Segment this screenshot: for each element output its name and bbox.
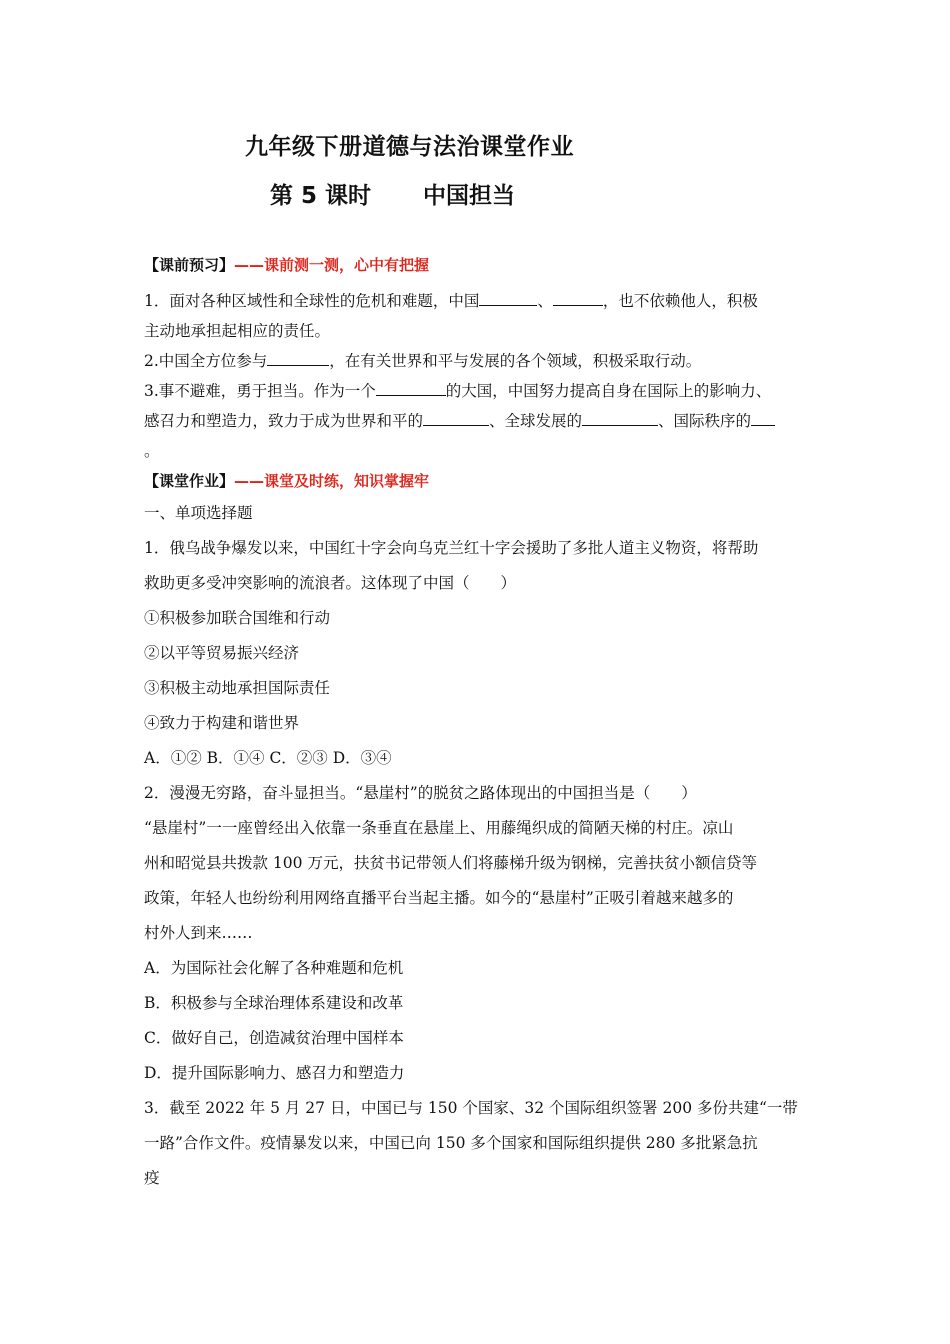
answer-blank[interactable]	[423, 411, 489, 426]
q2-option-c: C．做好自己，创造减贫治理中国样本	[144, 1029, 404, 1047]
section-label: 一、单项选择题	[144, 504, 253, 522]
preview-q1-line1: 1．面对各种区域性和全球性的危机和难题，中国 、 ，也不依赖他人，积极	[144, 292, 758, 310]
answer-blank[interactable]	[582, 411, 658, 426]
preview-q3-line3: 。	[144, 442, 160, 460]
q2-passage-line2: 州和昭觉县共拨款 100 万元，扶贫书记带领人们将藤梯升级为钢梯，完善扶贫小额信贷等	[144, 854, 757, 872]
q2-option-a: A．为国际社会化解了各种难题和危机	[144, 959, 404, 977]
q3-line2: 一路”合作文件。疫情暴发以来，中国已向 150 多个国家和国际组织提供 280 多批紧急抗	[144, 1134, 758, 1152]
q2-passage-line1: “悬崖村”一一座曾经出入依靠一条垂直在悬崖上、用藤绳织成的简陋天梯的村庄。凉山	[144, 819, 734, 837]
q3-line1: 3．截至 2022 年 5 月 27 日，中国已与 150 个国家、32 个国际组织签署 200 多份共建“一带	[144, 1099, 798, 1117]
preview-section-header: 【课前预习】——课前测一测，心中有把握	[144, 256, 430, 274]
q1-answer-choices: A．①② B．①④ C．②③ D．③④	[144, 749, 392, 767]
q1-option-1: ①积极参加联合国维和行动	[144, 609, 331, 627]
q2-passage-line4: 村外人到来……	[144, 924, 253, 942]
q1-stem-line2: 救助更多受冲突影响的流浪者。这体现了中国（ ）	[144, 574, 517, 592]
answer-blank[interactable]	[751, 411, 775, 426]
preview-q3-line2: 感召力和塑造力，致力于成为世界和平的 、全球发展的 、国际秩序的	[144, 406, 824, 436]
q2-passage-line3: 政策，年轻人也纷纷利用网络直播平台当起主播。如今的“悬崖村”正吸引着越来越多的	[144, 889, 734, 907]
q2-option-b: B．积极参与全球治理体系建设和改革	[144, 994, 404, 1012]
document-body	[144, 250, 824, 1196]
q2-option-d: D．提升国际影响力、感召力和塑造力	[144, 1064, 405, 1082]
preview-q2: 2.中国全方位参与 ，在有关世界和平与发展的各个领域，积极采取行动。	[144, 352, 702, 370]
answer-blank[interactable]	[376, 381, 446, 396]
q1-option-4: ④致力于构建和谐世界	[144, 714, 300, 732]
answer-blank[interactable]	[267, 351, 329, 366]
preview-q1-line2: 主动地承担起相应的责任。	[144, 322, 331, 340]
q1-option-3: ③积极主动地承担国际责任	[144, 679, 331, 697]
q3-line3: 疫	[144, 1169, 160, 1187]
preview-q3-line1: 3.事不避难，勇于担当。作为一个 的大国，中国努力提高自身在国际上的影响力、	[144, 382, 772, 400]
q2-stem: 2．漫漫无穷路，奋斗显担当。“悬崖村”的脱贫之路体现出的中国担当是（ ）	[144, 784, 697, 802]
classwork-section-header: 【课堂作业】——课堂及时练，知识掌握牢	[144, 472, 430, 490]
lesson-number: 第 5 课时	[270, 183, 372, 209]
lesson-title	[270, 177, 515, 210]
answer-blank[interactable]	[553, 291, 603, 306]
answer-blank[interactable]	[479, 291, 537, 306]
document-title: 九年级下册道德与法治课堂作业	[245, 134, 574, 160]
q1-stem-line1: 1．俄乌战争爆发以来，中国红十字会向乌克兰红十字会援助了多批人道主义物资，将帮助	[144, 539, 759, 557]
q1-option-2: ②以平等贸易振兴经济	[144, 644, 300, 662]
lesson-name: 中国担当	[423, 183, 516, 209]
